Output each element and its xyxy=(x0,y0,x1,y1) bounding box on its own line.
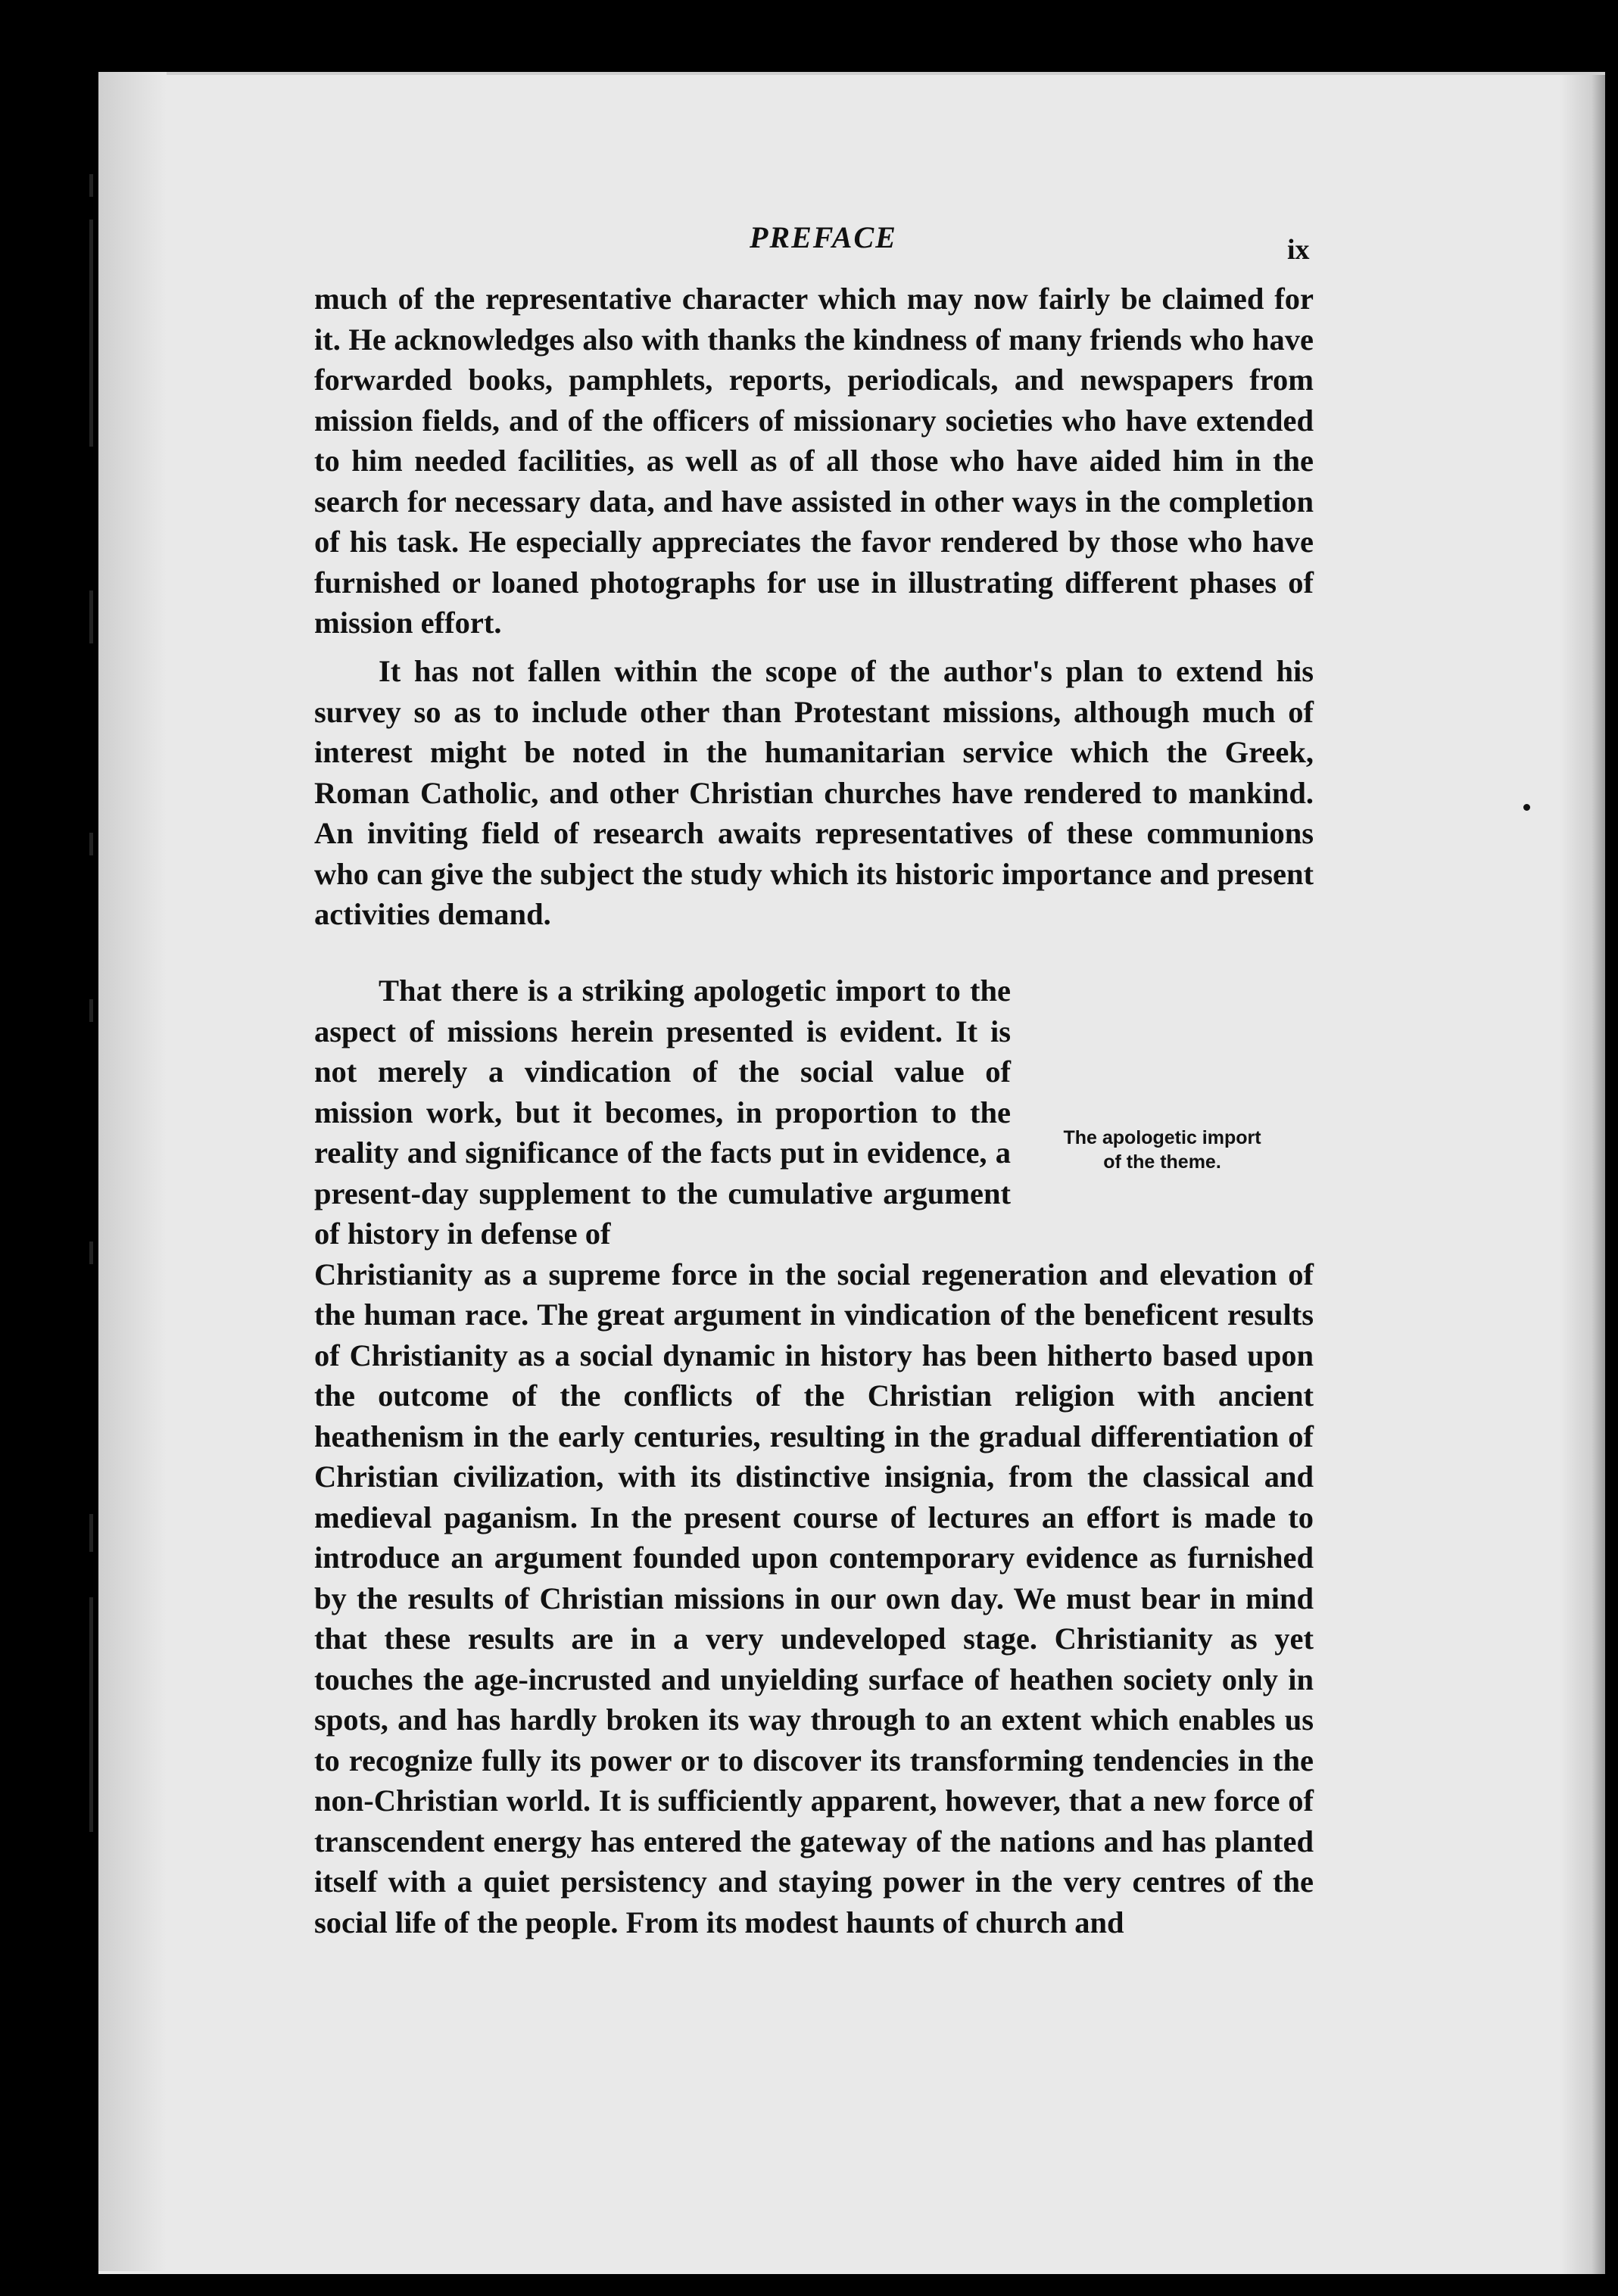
margin-mark xyxy=(89,1514,93,1552)
running-head: PREFACE xyxy=(750,220,897,254)
paragraph-text-full: Christianity as a supreme force in the social regeneration and elevation of the human race. The great argument in vindication of the beneficent results of Christianity as a social dynamic in history has been hitherto based upon the outcome of the conflicts of the Christian religion with ancient heathenism in the early centuries, resulting in the gradual differentiation of Christian civilization, with its distinctive insignia, from the classical and medieval paganism. In the present course of lectures an effort is made to introduce an argument founded upon contemporary evidence as furnished by the results of Christian missions in our own day. We must bear in mind that these results are in a very undeveloped stage. Christianity as yet touches the age-incrusted and unyielding surface of heathen society only in spots, and has hardly broken its way through to an extent which enables us to recognize fully its power or to discover its transforming tendencies in the non-Christian world. It is sufficiently apparent, however, that a new force of transcendent energy has entered the gateway of the nations and has planted itself with a quiet persistency and staying power in the very centres of the social life of the people. From its modest haunts of church and xyxy=(314,1257,1314,1939)
page-edge-shadow xyxy=(1560,75,1605,2274)
paragraph-text: It has not fallen within the scope of the author's plan to extend his survey so as to include other than Protestant missions, although much of interest might be noted in the humanitarian service which the Greek, Roman Catholic, and other Christian churches have rendered to mankind. An inviting field of research awaits representatives of these communions who can give the subject the study which its historic importance and present activities demand. xyxy=(314,654,1314,931)
margin-mark xyxy=(89,833,93,855)
paragraph-apologetic-import xyxy=(314,970,1314,1942)
paragraph-acknowledgements xyxy=(314,279,1314,643)
paragraph-text-narrow: That there is a striking apologetic import to the aspect of missions herein presented is evident. It is not merely a vindication of the social value of mission work, but it becomes, in proportion to the reality and significance of the facts put in evidence, a present-day supplement to the cumulative argument of history in defense of xyxy=(314,974,1011,1251)
stray-mark xyxy=(1523,804,1530,811)
margin-mark xyxy=(89,1597,93,1832)
margin-mark xyxy=(89,220,93,447)
paragraph-text: much of the representative character which may now fairly be claimed for it. He acknowledges also with thanks the kindness of many friends who have forwarded books, pamphlets, reports, periodicals, and newspapers from mission fields, and of the officers of missionary societies who have extended to him needed facilities, as well as of all those who have aided him in the search for necessary data, and have assisted in other ways in the completion of his task. He especially appreciates the favor rendered by those who have furnished or loaned photographs for use in illustrating different phases of mission effort. xyxy=(314,282,1314,640)
page-gutter xyxy=(98,72,167,2271)
margin-sidenote xyxy=(1033,1126,1291,1174)
margin-mark xyxy=(89,999,93,1022)
paragraph-scope xyxy=(314,651,1314,935)
margin-mark xyxy=(89,590,93,643)
page-number: ix xyxy=(1287,234,1310,266)
sidenote-line: of the theme. xyxy=(1103,1151,1221,1173)
sidenote-line: The apologetic import xyxy=(1063,1127,1261,1148)
margin-mark xyxy=(89,424,93,445)
margin-mark xyxy=(89,174,93,197)
margin-mark xyxy=(89,1241,93,1264)
